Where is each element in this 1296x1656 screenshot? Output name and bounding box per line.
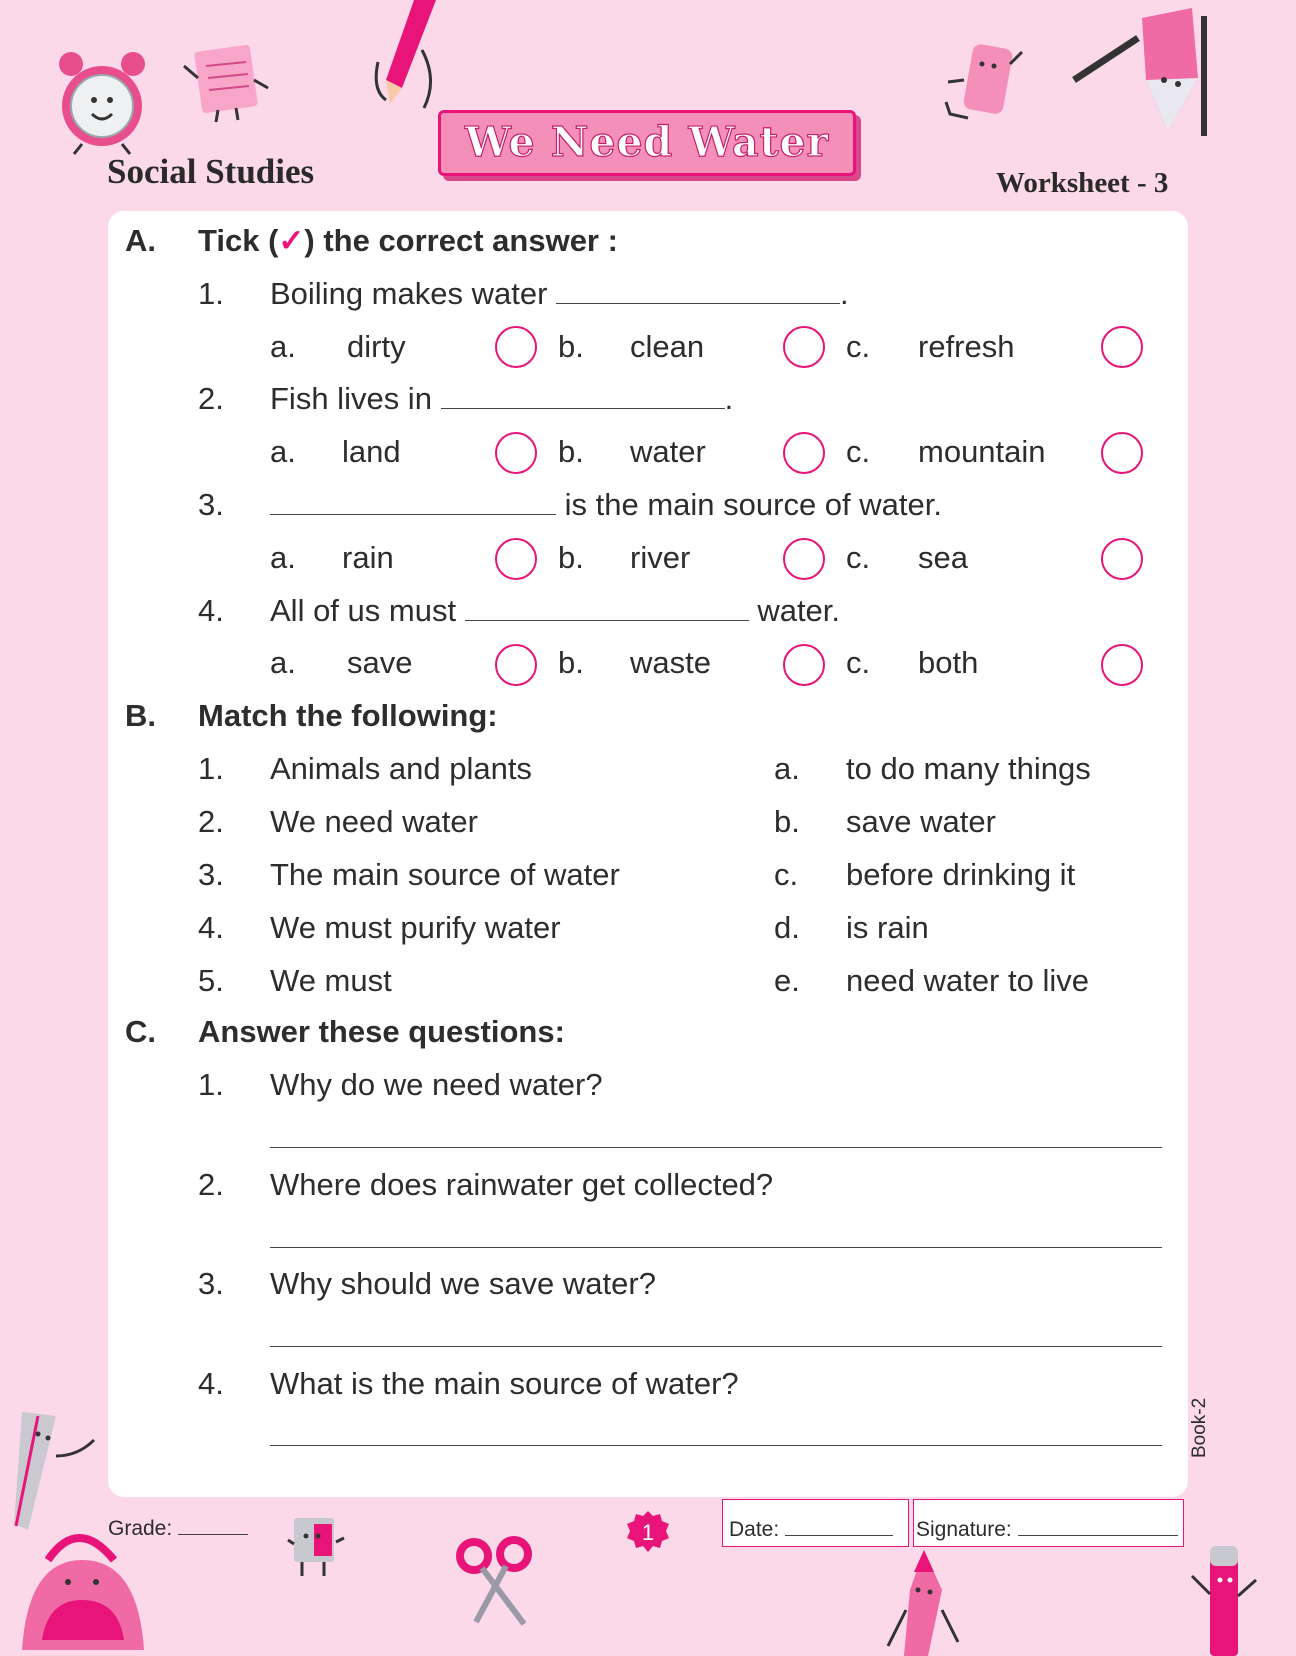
fill-blank[interactable] [270, 488, 556, 515]
section-c-letter: C. [125, 1014, 156, 1049]
question-number: 4. [198, 1366, 224, 1401]
option-text: refresh [918, 329, 1015, 364]
match-right-item: before drinking it [846, 857, 1076, 892]
date-label: Date: [729, 1518, 780, 1541]
section-a-letter: A. [125, 223, 156, 258]
ruler-illustration [8, 1412, 98, 1532]
question-number: 3. [198, 487, 224, 522]
match-right-letter: c. [774, 857, 799, 892]
match-left-item: We must [270, 963, 392, 998]
section-c-heading: Answer these questions: [198, 1014, 565, 1049]
worksheet-title: We Need Water [438, 110, 856, 176]
match-right-letter: e. [774, 963, 800, 998]
question-text: Fish lives in . [270, 381, 734, 416]
question-number: 4. [198, 593, 224, 628]
option-text: river [630, 540, 691, 575]
match-right-letter: d. [774, 910, 800, 945]
match-right-letter: a. [774, 751, 800, 786]
section-b-letter: B. [125, 698, 156, 733]
option-text: sea [918, 540, 968, 575]
answer-circle[interactable] [783, 644, 825, 686]
option-letter: c. [846, 540, 871, 575]
book-label: Book-2 [1189, 1397, 1210, 1458]
option-letter: a. [270, 645, 296, 680]
match-left-number: 5. [198, 963, 224, 998]
option-letter: b. [558, 540, 584, 575]
option-text: rain [342, 540, 394, 575]
answer-circle[interactable] [495, 538, 537, 580]
match-left-item: We must purify water [270, 910, 561, 945]
question-number: 3. [198, 1266, 224, 1301]
signature-label: Signature: [916, 1518, 1012, 1541]
grade-field[interactable] [108, 1516, 248, 1541]
question-text: All of us must water. [270, 593, 841, 628]
option-letter: c. [846, 434, 871, 469]
grade-label: Grade: [108, 1517, 173, 1540]
match-left-number: 1. [198, 751, 224, 786]
answer-circle[interactable] [1101, 538, 1143, 580]
question-number: 1. [198, 1067, 224, 1102]
pencil-illustration [372, 0, 452, 110]
option-letter: b. [558, 434, 584, 469]
match-right-letter: b. [774, 804, 800, 839]
match-right-item: save water [846, 804, 996, 839]
worksheet-number: Worksheet - 3 [996, 167, 1169, 199]
option-letter: c. [846, 645, 871, 680]
question-text: Boiling makes water . [270, 276, 849, 311]
question-number: 2. [198, 1167, 224, 1202]
option-text: dirty [347, 329, 406, 364]
sharpener-illustration [286, 1514, 346, 1584]
option-letter: a. [270, 329, 296, 364]
match-left-item: We need water [270, 804, 478, 839]
option-letter: b. [558, 329, 584, 364]
alarm-clock-illustration [52, 44, 152, 156]
option-text: save [347, 645, 413, 680]
option-text: water [630, 434, 706, 469]
notepad-illustration [180, 40, 270, 125]
answer-circle[interactable] [495, 326, 537, 368]
answer-line[interactable] [270, 1346, 1162, 1347]
fill-blank[interactable] [465, 594, 749, 621]
match-left-number: 2. [198, 804, 224, 839]
pen-character-illustration [884, 1550, 964, 1656]
signature-box[interactable] [913, 1499, 1184, 1547]
option-letter: a. [270, 540, 296, 575]
subject-label: Social Studies [107, 152, 315, 191]
match-left-item: The main source of water [270, 857, 620, 892]
question-text: is the main source of water. [270, 487, 942, 523]
answer-circle[interactable] [1101, 432, 1143, 474]
answer-line[interactable] [270, 1147, 1162, 1148]
answer-circle[interactable] [1101, 326, 1143, 368]
answer-circle[interactable] [783, 432, 825, 474]
pencil-character-illustration [1072, 8, 1212, 138]
match-left-item: Animals and plants [270, 751, 532, 786]
option-letter: a. [270, 434, 296, 469]
section-a-heading: Tick (✓) the correct answer : [198, 223, 618, 258]
question-text: Why should we save water? [270, 1266, 656, 1301]
question-text: What is the main source of water? [270, 1366, 739, 1401]
question-text: Where does rainwater get collected? [270, 1167, 774, 1202]
match-left-number: 3. [198, 857, 224, 892]
question-number: 1. [198, 276, 224, 311]
scissors-illustration [454, 1536, 534, 1626]
date-box[interactable] [722, 1499, 909, 1547]
fill-blank[interactable] [441, 382, 725, 409]
page-number: 1 [641, 1520, 655, 1545]
question-text: Why do we need water? [270, 1067, 603, 1102]
option-text: land [342, 434, 401, 469]
match-left-number: 4. [198, 910, 224, 945]
fill-blank[interactable] [556, 277, 840, 304]
answer-circle[interactable] [495, 432, 537, 474]
match-right-item: is rain [846, 910, 929, 945]
tick-mark-icon: ✓ [278, 223, 305, 258]
question-number: 2. [198, 381, 224, 416]
option-text: waste [630, 645, 711, 680]
eraser-illustration [944, 42, 1024, 122]
answer-circle[interactable] [783, 326, 825, 368]
option-text: both [918, 645, 979, 680]
section-b-heading: Match the following: [198, 698, 498, 733]
option-letter: c. [846, 329, 871, 364]
option-letter: b. [558, 645, 584, 680]
marker-character-illustration [1190, 1540, 1260, 1656]
match-right-item: to do many things [846, 751, 1091, 786]
option-text: clean [630, 329, 705, 364]
answer-line[interactable] [270, 1247, 1162, 1248]
answer-circle[interactable] [783, 538, 825, 580]
match-right-item: need water to live [846, 963, 1089, 998]
answer-line[interactable] [270, 1445, 1162, 1446]
answer-circle[interactable] [495, 644, 537, 686]
answer-circle[interactable] [1101, 644, 1143, 686]
page-number-badge [626, 1510, 670, 1554]
option-text: mountain [918, 434, 1046, 469]
